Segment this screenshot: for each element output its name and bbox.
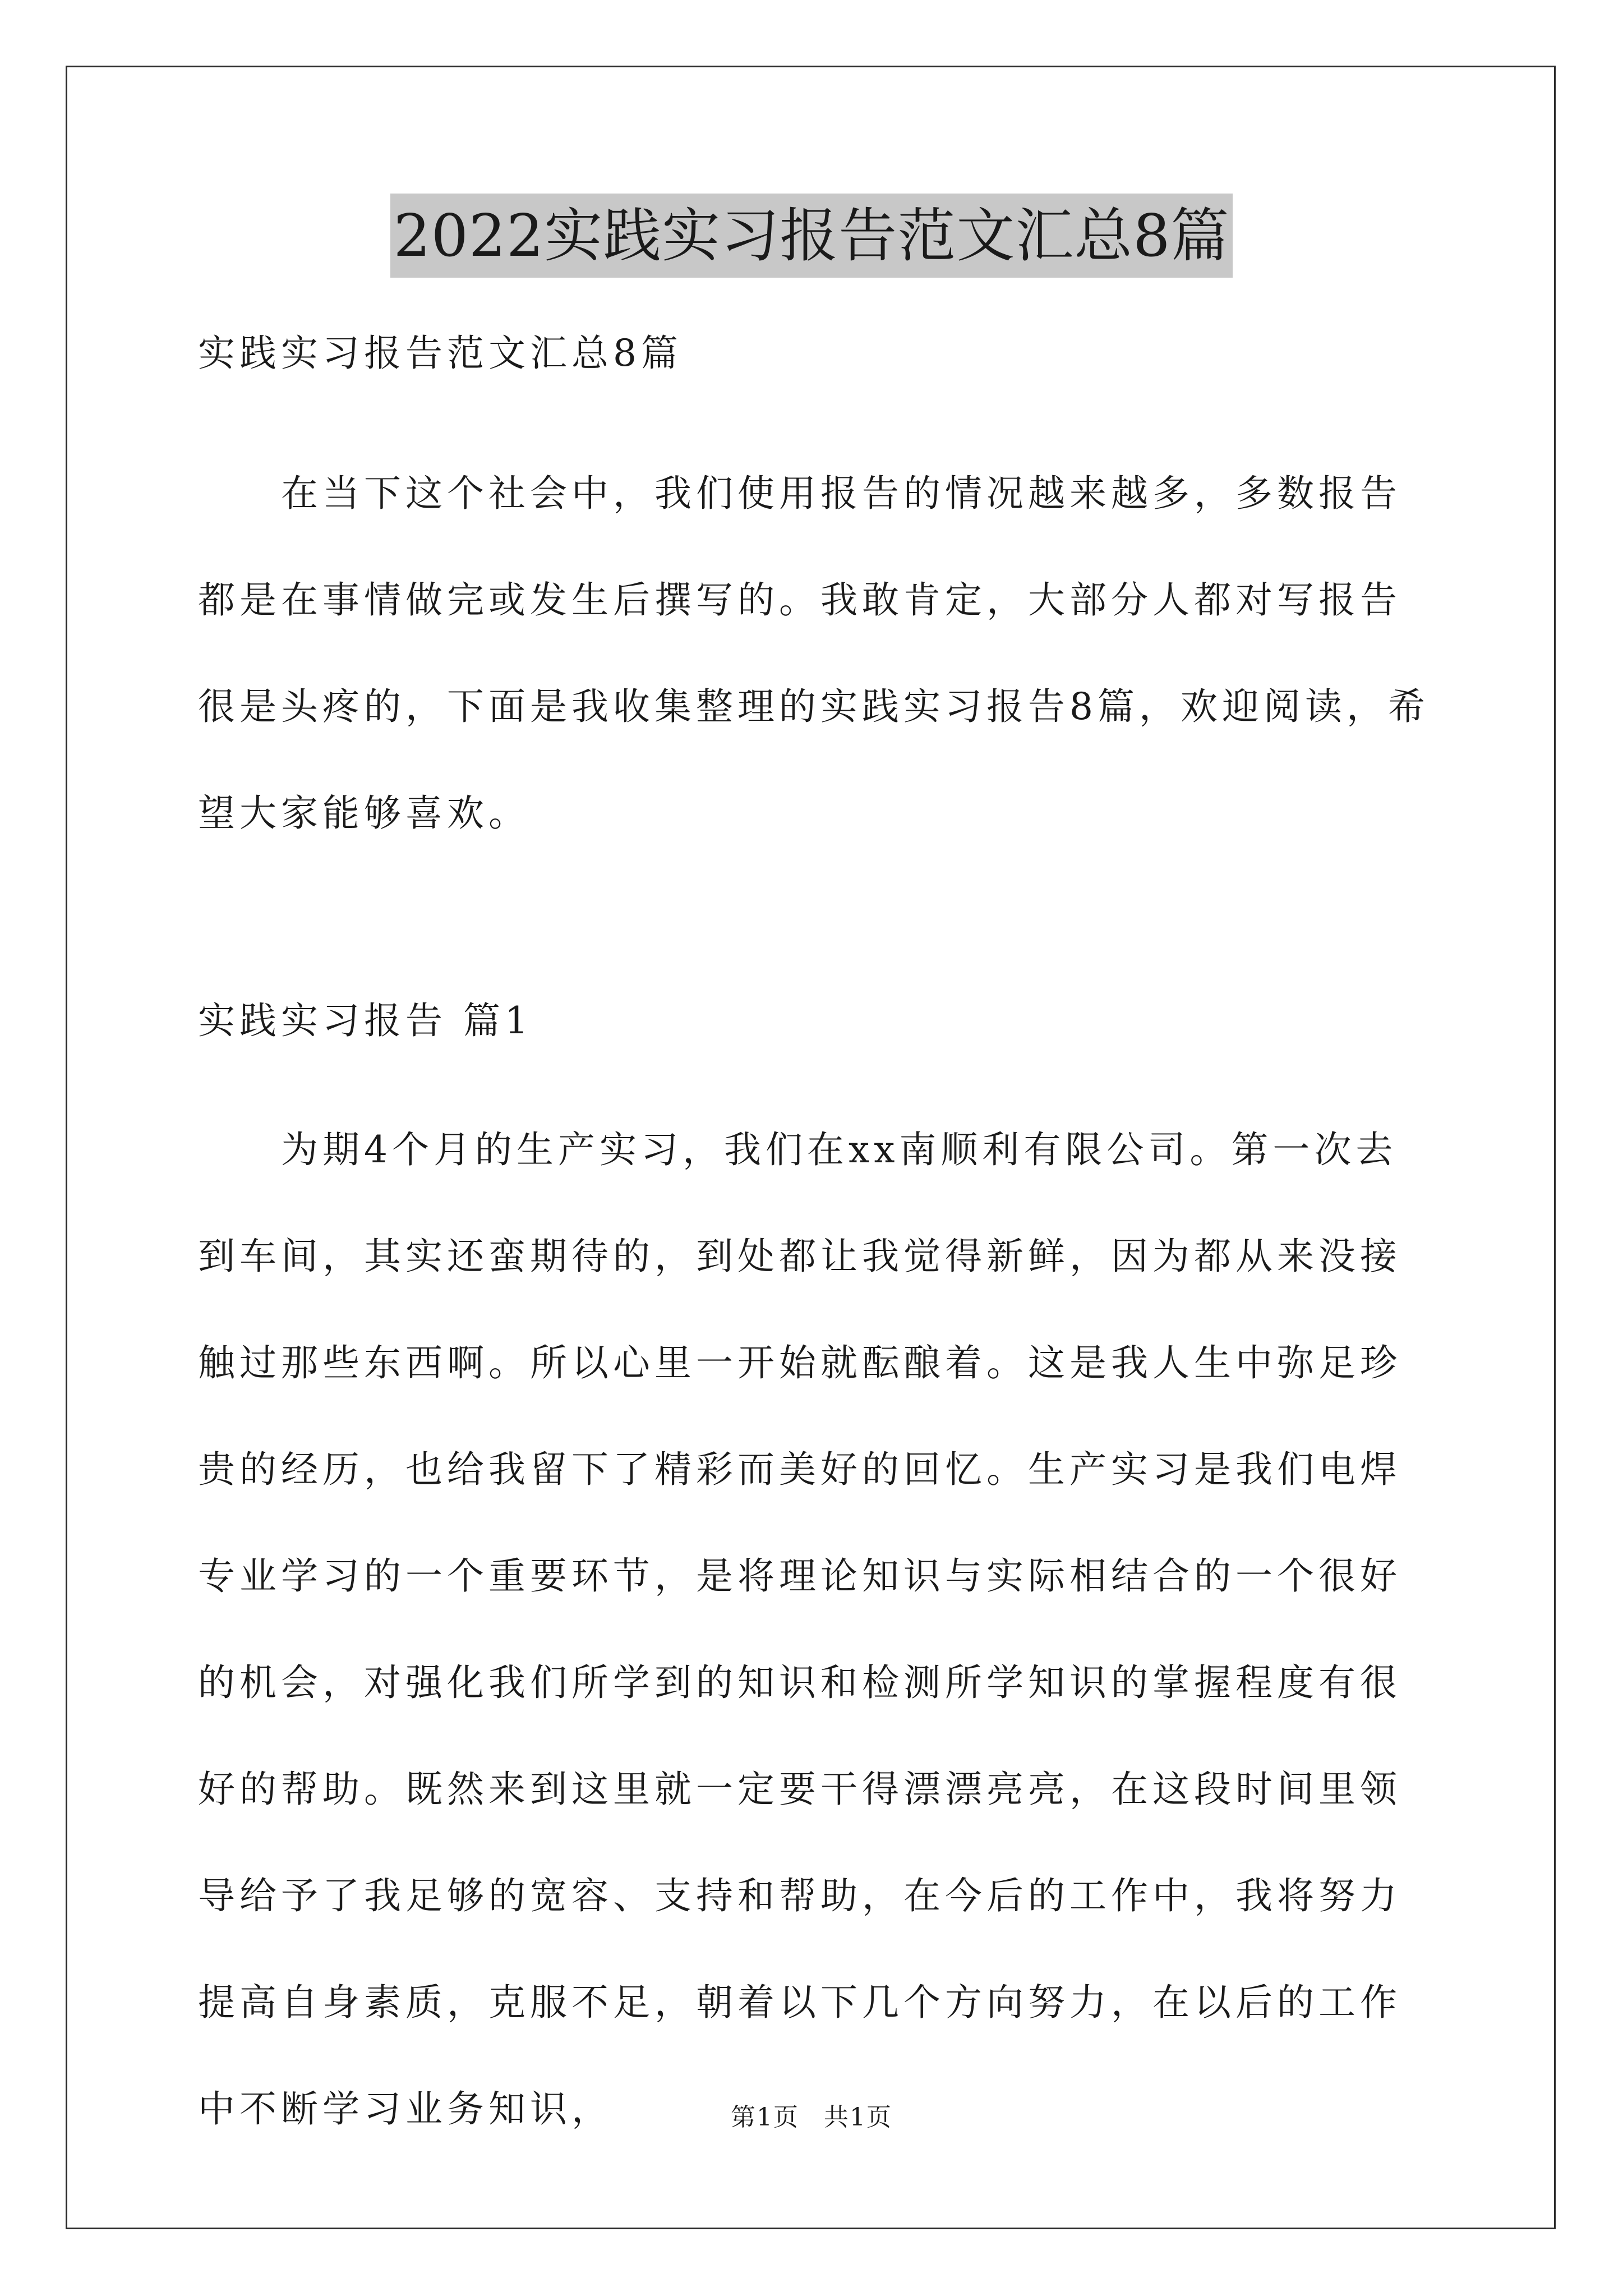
section-paragraph: 为期4个月的生产实习，我们在xx南顺利有限公司。第一次去到车间，其实还蛮期待的，到处都让我觉得新鲜，因为都从来没接触过那些东西啊。所以心里一开始就酝酿着。这是我人生中弥足珍贵的经历，也给我留下了精彩而美好的回忆。生产实习是我们电焊专业学习的一个重要环节，是将理论知识与实际相结合的一个很好的机会，对强化我们所学到的知识和检测所学知识的掌握程度有很好的帮助。既然来到这里就一定要干得漂漂亮亮，在这段时间里领导给予了我足够的宽容、支持和帮助，在今后的工作中，我将努力提高自身素质，克服不足，朝着以下几个方向努力，在以后的工作中不断学习业务知识， [198, 1128, 1401, 2131]
page-footer [0, 2097, 1623, 2133]
title-container [0, 194, 1623, 278]
page-current: 第1页 [731, 2103, 799, 2132]
section-heading: 实践实习报告 篇1 [198, 999, 533, 1042]
section-body-container [198, 1097, 1432, 2162]
intro-paragraph-container [198, 440, 1432, 867]
document-subtitle: 实践实习报告范文汇总8篇 [198, 332, 683, 375]
document-title: 2022实践实习报告范文汇总8篇 [390, 194, 1233, 278]
page-total: 共1页 [824, 2103, 892, 2132]
intro-paragraph: 在当下这个社会中，我们使用报告的情况越来越多，多数报告都是在事情做完或发生后撰写的。我敢肯定，大部分人都对写报告很是头疼的，下面是我收集整理的实践实习报告8篇，欢迎阅读，希望大家能够喜欢。 [198, 472, 1430, 835]
